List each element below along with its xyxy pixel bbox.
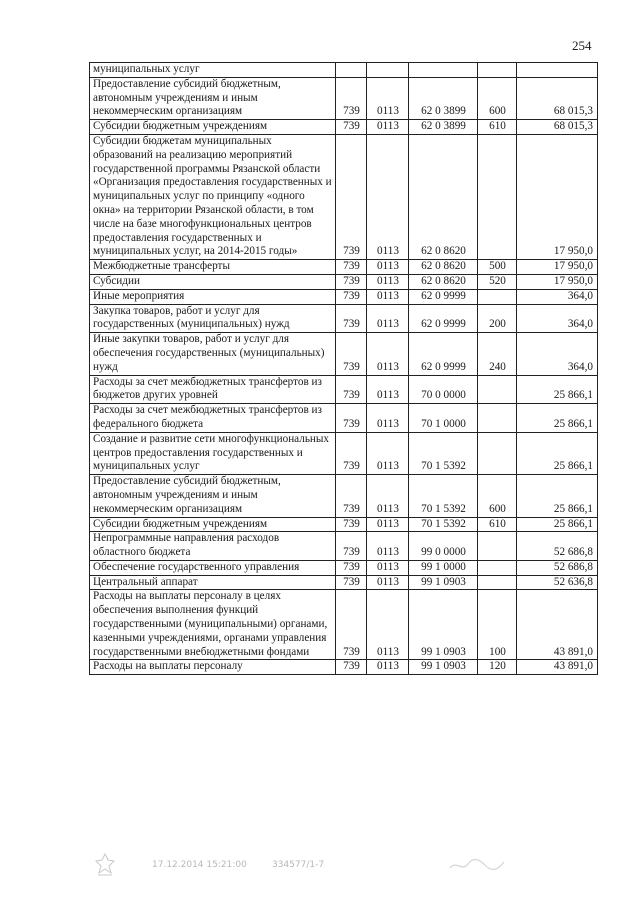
row-ved-code: 739: [336, 134, 367, 259]
row-ved-code: 739: [336, 475, 367, 517]
row-section-code: 0113: [367, 560, 409, 575]
row-target-article: 62 0 9999: [409, 333, 478, 375]
row-name: Субсидии бюджетам муниципальных образований на реализацию мероприятий государственной программы Рязанской области «Организация предоставления государственных и муниципальных услуг по принципу «одного окна» на территории Рязанской области, в том числе на базе многофункциональных центров предоставления государственных и муниципальных услуг, на 2014-2015 годы»: [90, 134, 336, 259]
row-ved-code: 739: [336, 517, 367, 532]
row-ved-code: 739: [336, 260, 367, 275]
row-expense-type: [478, 404, 517, 433]
table-row: [90, 560, 598, 575]
row-section-code: 0113: [367, 532, 409, 561]
row-name: Субсидии: [90, 274, 336, 289]
row-ved-code: 739: [336, 304, 367, 333]
row-target-article: 70 1 5392: [409, 517, 478, 532]
row-expense-type: 610: [478, 517, 517, 532]
row-target-article: 62 0 3899: [409, 77, 478, 119]
seal-stamp-icon: [92, 852, 118, 878]
row-section-code: 0113: [367, 120, 409, 135]
row-name: Расходы на выплаты персоналу: [90, 660, 336, 675]
row-expense-type: 520: [478, 274, 517, 289]
row-section-code: 0113: [367, 289, 409, 304]
row-target-article: 70 1 5392: [409, 432, 478, 474]
row-expense-type: 200: [478, 304, 517, 333]
row-amount: 25 866,1: [517, 432, 598, 474]
table-row: [90, 304, 598, 333]
row-section-code: 0113: [367, 475, 409, 517]
table-row: [90, 575, 598, 590]
budget-table: [89, 62, 598, 675]
row-expense-type: [478, 560, 517, 575]
row-expense-type: [478, 375, 517, 404]
row-name: Центральный аппарат: [90, 575, 336, 590]
table-row: [90, 333, 598, 375]
row-target-article: 62 0 3899: [409, 120, 478, 135]
table-row: [90, 432, 598, 474]
row-section-code: 0113: [367, 333, 409, 375]
row-name: Субсидии бюджетным учреждениям: [90, 120, 336, 135]
table-row: [90, 517, 598, 532]
row-target-article: 62 0 8620: [409, 260, 478, 275]
row-expense-type: 600: [478, 77, 517, 119]
row-expense-type: [478, 289, 517, 304]
row-ved-code: 739: [336, 560, 367, 575]
row-ved-code: 739: [336, 404, 367, 433]
row-name: Иные закупки товаров, работ и услуг для обеспечения государственных (муниципальных) нужд: [90, 333, 336, 375]
row-amount: 52 686,8: [517, 560, 598, 575]
row-name: Закупка товаров, работ и услуг для государственных (муниципальных) нужд: [90, 304, 336, 333]
row-section-code: 0113: [367, 274, 409, 289]
row-name: Расходы на выплаты персоналу в целях обеспечения выполнения функций государственными (муниципальными) органами, казенными учреждениями, органами управления государственными внебюджетными фондами: [90, 590, 336, 660]
row-ved-code: 739: [336, 333, 367, 375]
document-registration-number: 334577/1-7: [272, 860, 325, 870]
table-row: [90, 660, 598, 675]
row-amount: 364,0: [517, 289, 598, 304]
row-name: Создание и развитие сети многофункциональных центров предоставления государственных и муниципальных услуг: [90, 432, 336, 474]
row-amount: 25 866,1: [517, 375, 598, 404]
row-expense-type: 120: [478, 660, 517, 675]
row-target-article: 62 0 9999: [409, 289, 478, 304]
row-amount: 17 950,0: [517, 134, 598, 259]
table-row: [90, 475, 598, 517]
row-section-code: 0113: [367, 660, 409, 675]
page-number: 254: [572, 38, 592, 53]
row-ved-code: 739: [336, 375, 367, 404]
row-name: Иные мероприятия: [90, 289, 336, 304]
row-ved-code: 739: [336, 532, 367, 561]
table-row: [90, 590, 598, 660]
row-name: Субсидии бюджетным учреждениям: [90, 517, 336, 532]
table-row: [90, 289, 598, 304]
table-row: [90, 120, 598, 135]
row-expense-type: [478, 532, 517, 561]
row-target-article: 99 1 0903: [409, 590, 478, 660]
row-ved-code: 739: [336, 575, 367, 590]
table-row: [90, 375, 598, 404]
row-name: Обеспечение государственного управления: [90, 560, 336, 575]
row-section-code: 0113: [367, 260, 409, 275]
row-amount: [517, 63, 598, 78]
row-amount: 43 891,0: [517, 590, 598, 660]
row-amount: 364,0: [517, 333, 598, 375]
row-target-article: 99 1 0903: [409, 575, 478, 590]
row-section-code: 0113: [367, 432, 409, 474]
row-name: Предоставление субсидий бюджетным, автономным учреждениям и иным некоммерческим организациям: [90, 77, 336, 119]
row-ved-code: 739: [336, 289, 367, 304]
table-row: [90, 532, 598, 561]
row-target-article: 62 0 8620: [409, 134, 478, 259]
row-section-code: 0113: [367, 375, 409, 404]
table-row: [90, 404, 598, 433]
row-target-article: 70 1 5392: [409, 475, 478, 517]
row-amount: 25 866,1: [517, 475, 598, 517]
row-ved-code: 739: [336, 432, 367, 474]
row-amount: 364,0: [517, 304, 598, 333]
table-row: [90, 77, 598, 119]
row-target-article: [409, 63, 478, 78]
row-ved-code: 739: [336, 120, 367, 135]
row-section-code: 0113: [367, 134, 409, 259]
row-expense-type: [478, 134, 517, 259]
row-name: муниципальных услуг: [90, 63, 336, 78]
row-expense-type: 240: [478, 333, 517, 375]
row-name: Предоставление субсидий бюджетным, автономным учреждениям и иным некоммерческим организациям: [90, 475, 336, 517]
row-name: Расходы за счет межбюджетных трансфертов из бюджетов других уровней: [90, 375, 336, 404]
row-expense-type: [478, 575, 517, 590]
row-expense-type: [478, 63, 517, 78]
row-expense-type: 610: [478, 120, 517, 135]
row-amount: 43 891,0: [517, 660, 598, 675]
row-name: Межбюджетные трансферты: [90, 260, 336, 275]
row-amount: 52 686,8: [517, 532, 598, 561]
row-amount: 25 866,1: [517, 517, 598, 532]
faint-mark-icon: [448, 856, 506, 874]
budget-table-body: [90, 63, 598, 675]
row-section-code: [367, 63, 409, 78]
row-section-code: 0113: [367, 404, 409, 433]
row-expense-type: [478, 432, 517, 474]
row-target-article: 70 0 0000: [409, 375, 478, 404]
row-target-article: 99 1 0000: [409, 560, 478, 575]
row-section-code: 0113: [367, 304, 409, 333]
row-amount: 68 015,3: [517, 120, 598, 135]
row-name: Расходы за счет межбюджетных трансфертов из федерального бюджета: [90, 404, 336, 433]
print-datetime: 17.12.2014 15:21:00: [152, 860, 247, 870]
row-target-article: 99 1 0903: [409, 660, 478, 675]
row-target-article: 62 0 9999: [409, 304, 478, 333]
row-ved-code: 739: [336, 274, 367, 289]
table-row: [90, 63, 598, 78]
row-target-article: 70 1 0000: [409, 404, 478, 433]
row-expense-type: 500: [478, 260, 517, 275]
row-expense-type: 600: [478, 475, 517, 517]
table-row: [90, 134, 598, 259]
table-row: [90, 260, 598, 275]
row-section-code: 0113: [367, 575, 409, 590]
row-section-code: 0113: [367, 590, 409, 660]
row-amount: 17 950,0: [517, 274, 598, 289]
row-amount: 17 950,0: [517, 260, 598, 275]
row-ved-code: 739: [336, 590, 367, 660]
row-amount: 52 636,8: [517, 575, 598, 590]
row-section-code: 0113: [367, 517, 409, 532]
row-expense-type: 100: [478, 590, 517, 660]
row-ved-code: 739: [336, 660, 367, 675]
page-footer: [0, 852, 640, 882]
row-ved-code: 739: [336, 77, 367, 119]
row-target-article: 99 0 0000: [409, 532, 478, 561]
row-amount: 68 015,3: [517, 77, 598, 119]
row-section-code: 0113: [367, 77, 409, 119]
row-amount: 25 866,1: [517, 404, 598, 433]
row-name: Непрограммные направления расходов областного бюджета: [90, 532, 336, 561]
table-row: [90, 274, 598, 289]
row-target-article: 62 0 8620: [409, 274, 478, 289]
row-ved-code: [336, 63, 367, 78]
